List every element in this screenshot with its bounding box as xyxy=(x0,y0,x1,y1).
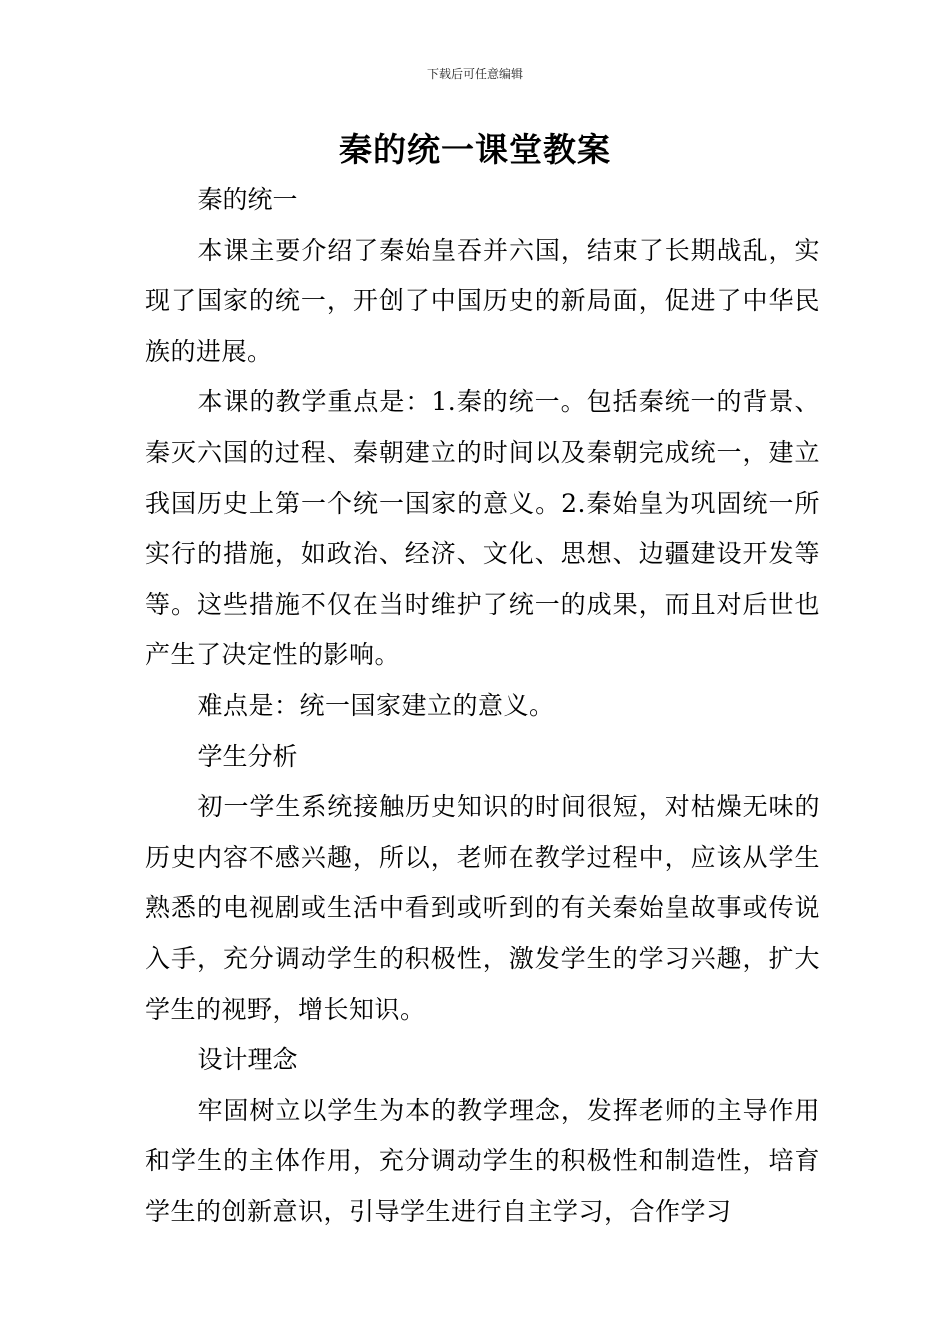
student-analysis-paragraph: 初一学生系统接触历史知识的时间很短，对枯燥无味的历史内容不感兴趣，所以，老师在教学过程中，应该从学生熟悉的电视剧或生活中看到或听到的有关秦始皇故事或传说入手，充分调动学生的积极性，激发学生的学习兴趣，扩大学生的视野，增长知识。 xyxy=(145,792,820,1024)
lesson-subtitle: 秦的统一 xyxy=(197,185,298,214)
difficulty-paragraph: 难点是：统一国家建立的意义。 xyxy=(197,690,555,720)
header-note: 下载后可任意编辑 xyxy=(426,67,523,81)
student-analysis-heading: 学生分析 xyxy=(197,741,298,771)
document-title: 秦的统一课堂教案 xyxy=(339,130,611,169)
intro-paragraph: 本课主要介绍了秦始皇吞并六国，结束了长期战乱，实现了国家的统一，开创了中国历史的新局面，促进了中华民族的进展。 xyxy=(145,235,820,366)
design-concept-paragraph: 牢固树立以学生为本的教学理念，发挥老师的主导作用和学生的主体作用，充分调动学生的积极性和制造性，培育学生的创新意识，引导学生进行自主学习，合作学习 xyxy=(145,1095,820,1226)
document-body xyxy=(145,175,820,1237)
key-points-paragraph: 本课的教学重点是：1.秦的统一。包括秦统一的背景、秦灭六国的过程、秦朝建立的时间以及秦朝完成统一，建立我国历史上第一个统一国家的意义。2.秦始皇为巩固统一所实行的措施，如政治、经济、文化、思想、边疆建设开发等等。这些措施不仅在当时维护了统一的成果，而且对后世也产生了决定性的影响。 xyxy=(145,387,820,670)
design-concept-heading: 设计理念 xyxy=(197,1045,298,1075)
